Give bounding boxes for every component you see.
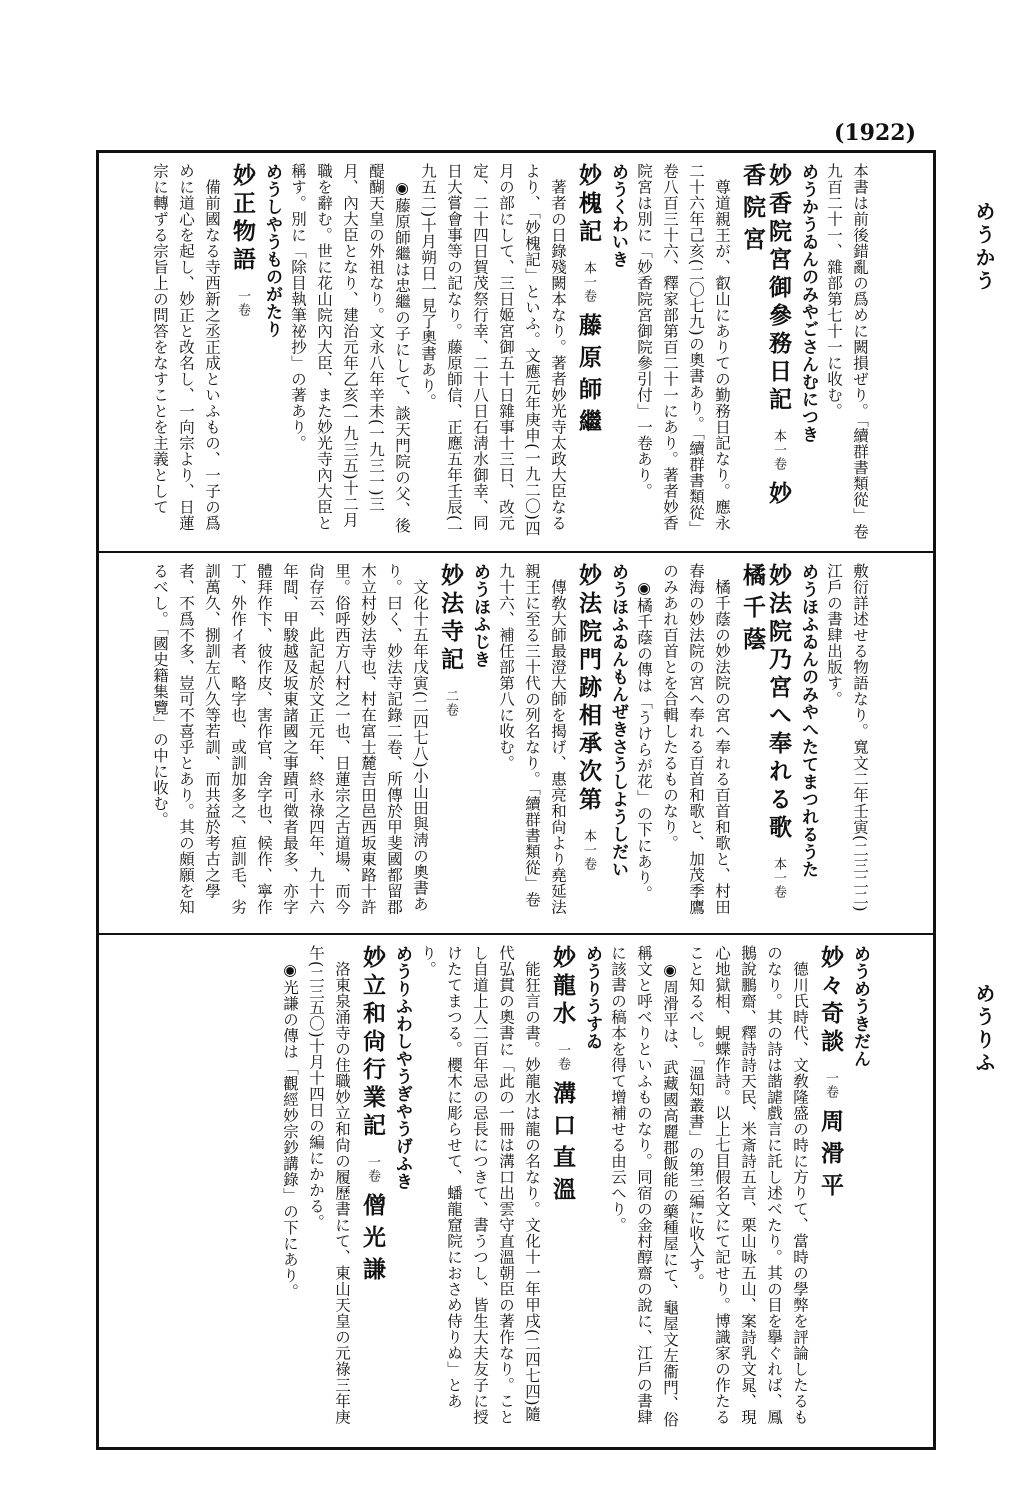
entry-body: ◉光謙の傳は「觀經妙宗鈔講錄」の下にあり。 <box>281 960 299 1299</box>
page-number: (1922) <box>833 120 916 146</box>
entry-author: 藤原師繼 <box>575 313 602 441</box>
volume-count: 一卷 <box>555 1043 570 1071</box>
entry-body: 橘千蔭の妙法院の宮へ奉れる百首和歌と、村田春海の妙法院の宮へ奉れる百首和歌と、加茂季鷹のみあれ百首とを合輯したるものなり。 <box>661 563 731 915</box>
entry-body: ◉橘千蔭の傳は「うけらが花」の下にあり。 <box>635 578 653 901</box>
entry-title: 妙法院門跡相承次第 <box>575 563 602 815</box>
entry-headword: めうほふゐんのみやへたてまつれるうた <box>798 563 818 878</box>
entry-author: 僧光謙 <box>359 1193 386 1289</box>
entry-body: 傳敎大師最澄大師を揭げ、惠亮和尙より堯延法親王に至る三十代の列名なり。「續群書類從」卷九十六、補任部第八に收む。 <box>497 563 567 915</box>
entry-title: 妙龍水 <box>549 945 576 1029</box>
index-label-bottom: めうりふ <box>972 983 996 1075</box>
entry-body: 德川氏時代、文敎隆盛の時に方りて、當時の學弊を評論したるものなり。其の詩は諧謔戲言に託し述べたり。其の目を擧ぐれば、鳳鵝說鵬齋、釋詩詩天民、米斎詩五言、栗山咏五山、案詩乳文晁、現心地獄相、蜆蝶作詩。以上七目假名文にて記せり。博識家の作たること知るべし。「溫知叢書」の第三編に收入す。 <box>687 945 809 1425</box>
entry-headword: めうくわいき <box>608 163 628 268</box>
band-bottom <box>99 935 933 1447</box>
entry-title-line <box>817 945 843 1437</box>
band-bottom-text <box>109 945 873 1437</box>
entry-body: ◉周滑平は、武藏國高麗郡飯能の藥種屋にて、龜屋文左衞門、俗稱文と呼べりといふものなり。同宿の金村醇齋の說に、江戶の書肆に該書の稿本を得て增補せる由云へり。 <box>609 945 679 1427</box>
volume-count: 一卷 <box>365 1155 380 1183</box>
continued-text: 敷衍詳述せる物語なり。寬文二年壬寅(二三二二)江戶の書肆出版す。 <box>825 563 869 913</box>
volume-count: 二卷 <box>443 689 458 717</box>
page-frame <box>96 150 996 1450</box>
band-middle-text <box>109 563 873 923</box>
index-label-top: めうかう <box>972 201 996 293</box>
entry-body: 文化十五年戊寅(二四七八)小山田與淸の奧書あり。曰く、妙法寺記錄二卷、所傳於甲斐國都留郡木立村妙法寺也、村在富士麓吉田邑西坂東路十許里。俗呼西方八村之一也、日蓮宗之古道場、而今尙存云、此記起於文正元年、終永祿四年、九十六年間、甲駿越及坂東諸國之事蹟可徵者最多、亦字體拜作卞、彼作皮、害作官、舍字也、候作、寧作丁、外作イ者、略字也、或訓加多之、疸訓毛、劣訓萬久、捌訓左八久等若訓、而共益於考古之學者、不爲不多、豈可不喜乎とあり。其の頗願を知るべし。「國史籍集覽」の中に收む。 <box>151 563 429 915</box>
entry-body: 洛東泉涌寺の住職妙立和尙の履歷書にて、東山天皇の元祿三年庚午(二三五〇)十月十四日の編にかかる。 <box>307 945 351 1425</box>
entry-title-line <box>549 945 575 1437</box>
entry-title: 妙立和尙行業記 <box>359 945 386 1141</box>
entry-author: 溝口直溫 <box>549 1081 576 1209</box>
volume-count: 本一卷 <box>581 829 596 871</box>
volume-count: 一卷 <box>823 1071 838 1099</box>
entry-author: 周滑平 <box>817 1109 844 1205</box>
band-top-text <box>109 163 873 541</box>
entry-title-line <box>229 163 255 541</box>
entry-headword: めうしやうものがたり <box>262 163 282 338</box>
entry-body: ◉藤原師繼は忠繼の子にして、談天門院の父、後醍醐天皇の外祖なり。文永八年辛未(一九三一)三月、內大臣となり、建治元年乙亥(一九三五)十二月職を辭む。世に花山院內大臣、また妙光寺內大臣と稱す。別に「除目執筆祕抄」の著あり。 <box>289 163 411 533</box>
band-middle <box>99 553 933 933</box>
entry-title: 妙正物語 <box>229 163 256 275</box>
entry-title-line <box>575 563 601 923</box>
entry-title: 妙法院乃宮へ奉れる歌 <box>765 563 792 843</box>
volume-count: 一卷 <box>235 289 250 317</box>
entry-title-line <box>437 563 463 923</box>
entry-author: 橘千蔭 <box>739 563 766 659</box>
band-top <box>99 153 933 551</box>
volume-count: 本一卷 <box>581 261 596 303</box>
entry-title: 妙々奇談 <box>817 945 844 1057</box>
entry-body: 尊道親王が、叡山にありての勤務日記なり。應永二十六年己亥(二〇七九)の奧書あり。「續群書類從」卷八百三十六、釋家部第百二十一にあり。著者妙香院宮は別に「妙香院宮御院參引付」一卷あり。 <box>635 163 731 537</box>
entry-body: 著者の日錄殘闕本なり。著者妙光寺太政大臣なるより、「妙槐記」といふ。文應元年庚申(一九二〇)四月の部にして、三日姬宮御五十日雜事十三日、改元定、二十四日賀茂祭行幸、二十八日石淸水御幸、同日大嘗會事等の記なり。藤原師信、正應五年壬辰(一九五二)十月朔日一見了奧書あり。 <box>419 163 567 538</box>
entry-title: 妙法寺記 <box>437 563 464 675</box>
entry-author: 妙香院宮 <box>739 163 792 513</box>
volume-count: 本一卷 <box>771 857 786 899</box>
entry-headword: めうほふじき <box>470 563 490 668</box>
volume-count: 本一卷 <box>771 429 786 471</box>
entry-title: 妙槐記 <box>575 163 602 247</box>
entry-headword: めうかうゐんのみやごさんむにつき <box>798 163 818 443</box>
entry-headword: めうほふゐんもんぜきさうしようしだい <box>608 563 628 878</box>
entry-title-line <box>359 945 385 1437</box>
entry-headword: めうりふわしやうぎやうげふき <box>392 945 412 1190</box>
entry-title-line <box>575 163 601 541</box>
continued-text: 本書は前後錯亂の爲めに闕損ぜり。「續群書類從」卷九百二十一、雜部第七十一に收む。 <box>825 163 869 540</box>
entry-title-line <box>739 563 791 923</box>
entry-title-line <box>739 163 791 541</box>
entry-headword: めうめうきだん <box>850 945 870 1068</box>
entry-body: 備前國なる寺西新之丞正成といふもの、一子の爲めに道心を起し、妙正と改名し、一向宗より、日蓮宗に轉ずる宗旨上の問答をなすことを主義として <box>151 163 221 531</box>
entry-body: 能狂言の書。妙龍水は龍の名なり。文化十一年甲戌(二四七四)隨代弘貫の奧書に「此の一冊は溝口出雲守直溫朝臣の著作なり。ことし自道上人二百年忌の忌長につきて、書うつし、皆生大夫友子に授けたてまつる。櫻木に彫らせて、蟠龍窟院におさめ侍りぬ」とあり。 <box>419 945 541 1425</box>
entry-title: 妙香院宮御參務日記 <box>765 163 792 415</box>
entry-headword: めうりうすゐ <box>582 945 602 1050</box>
